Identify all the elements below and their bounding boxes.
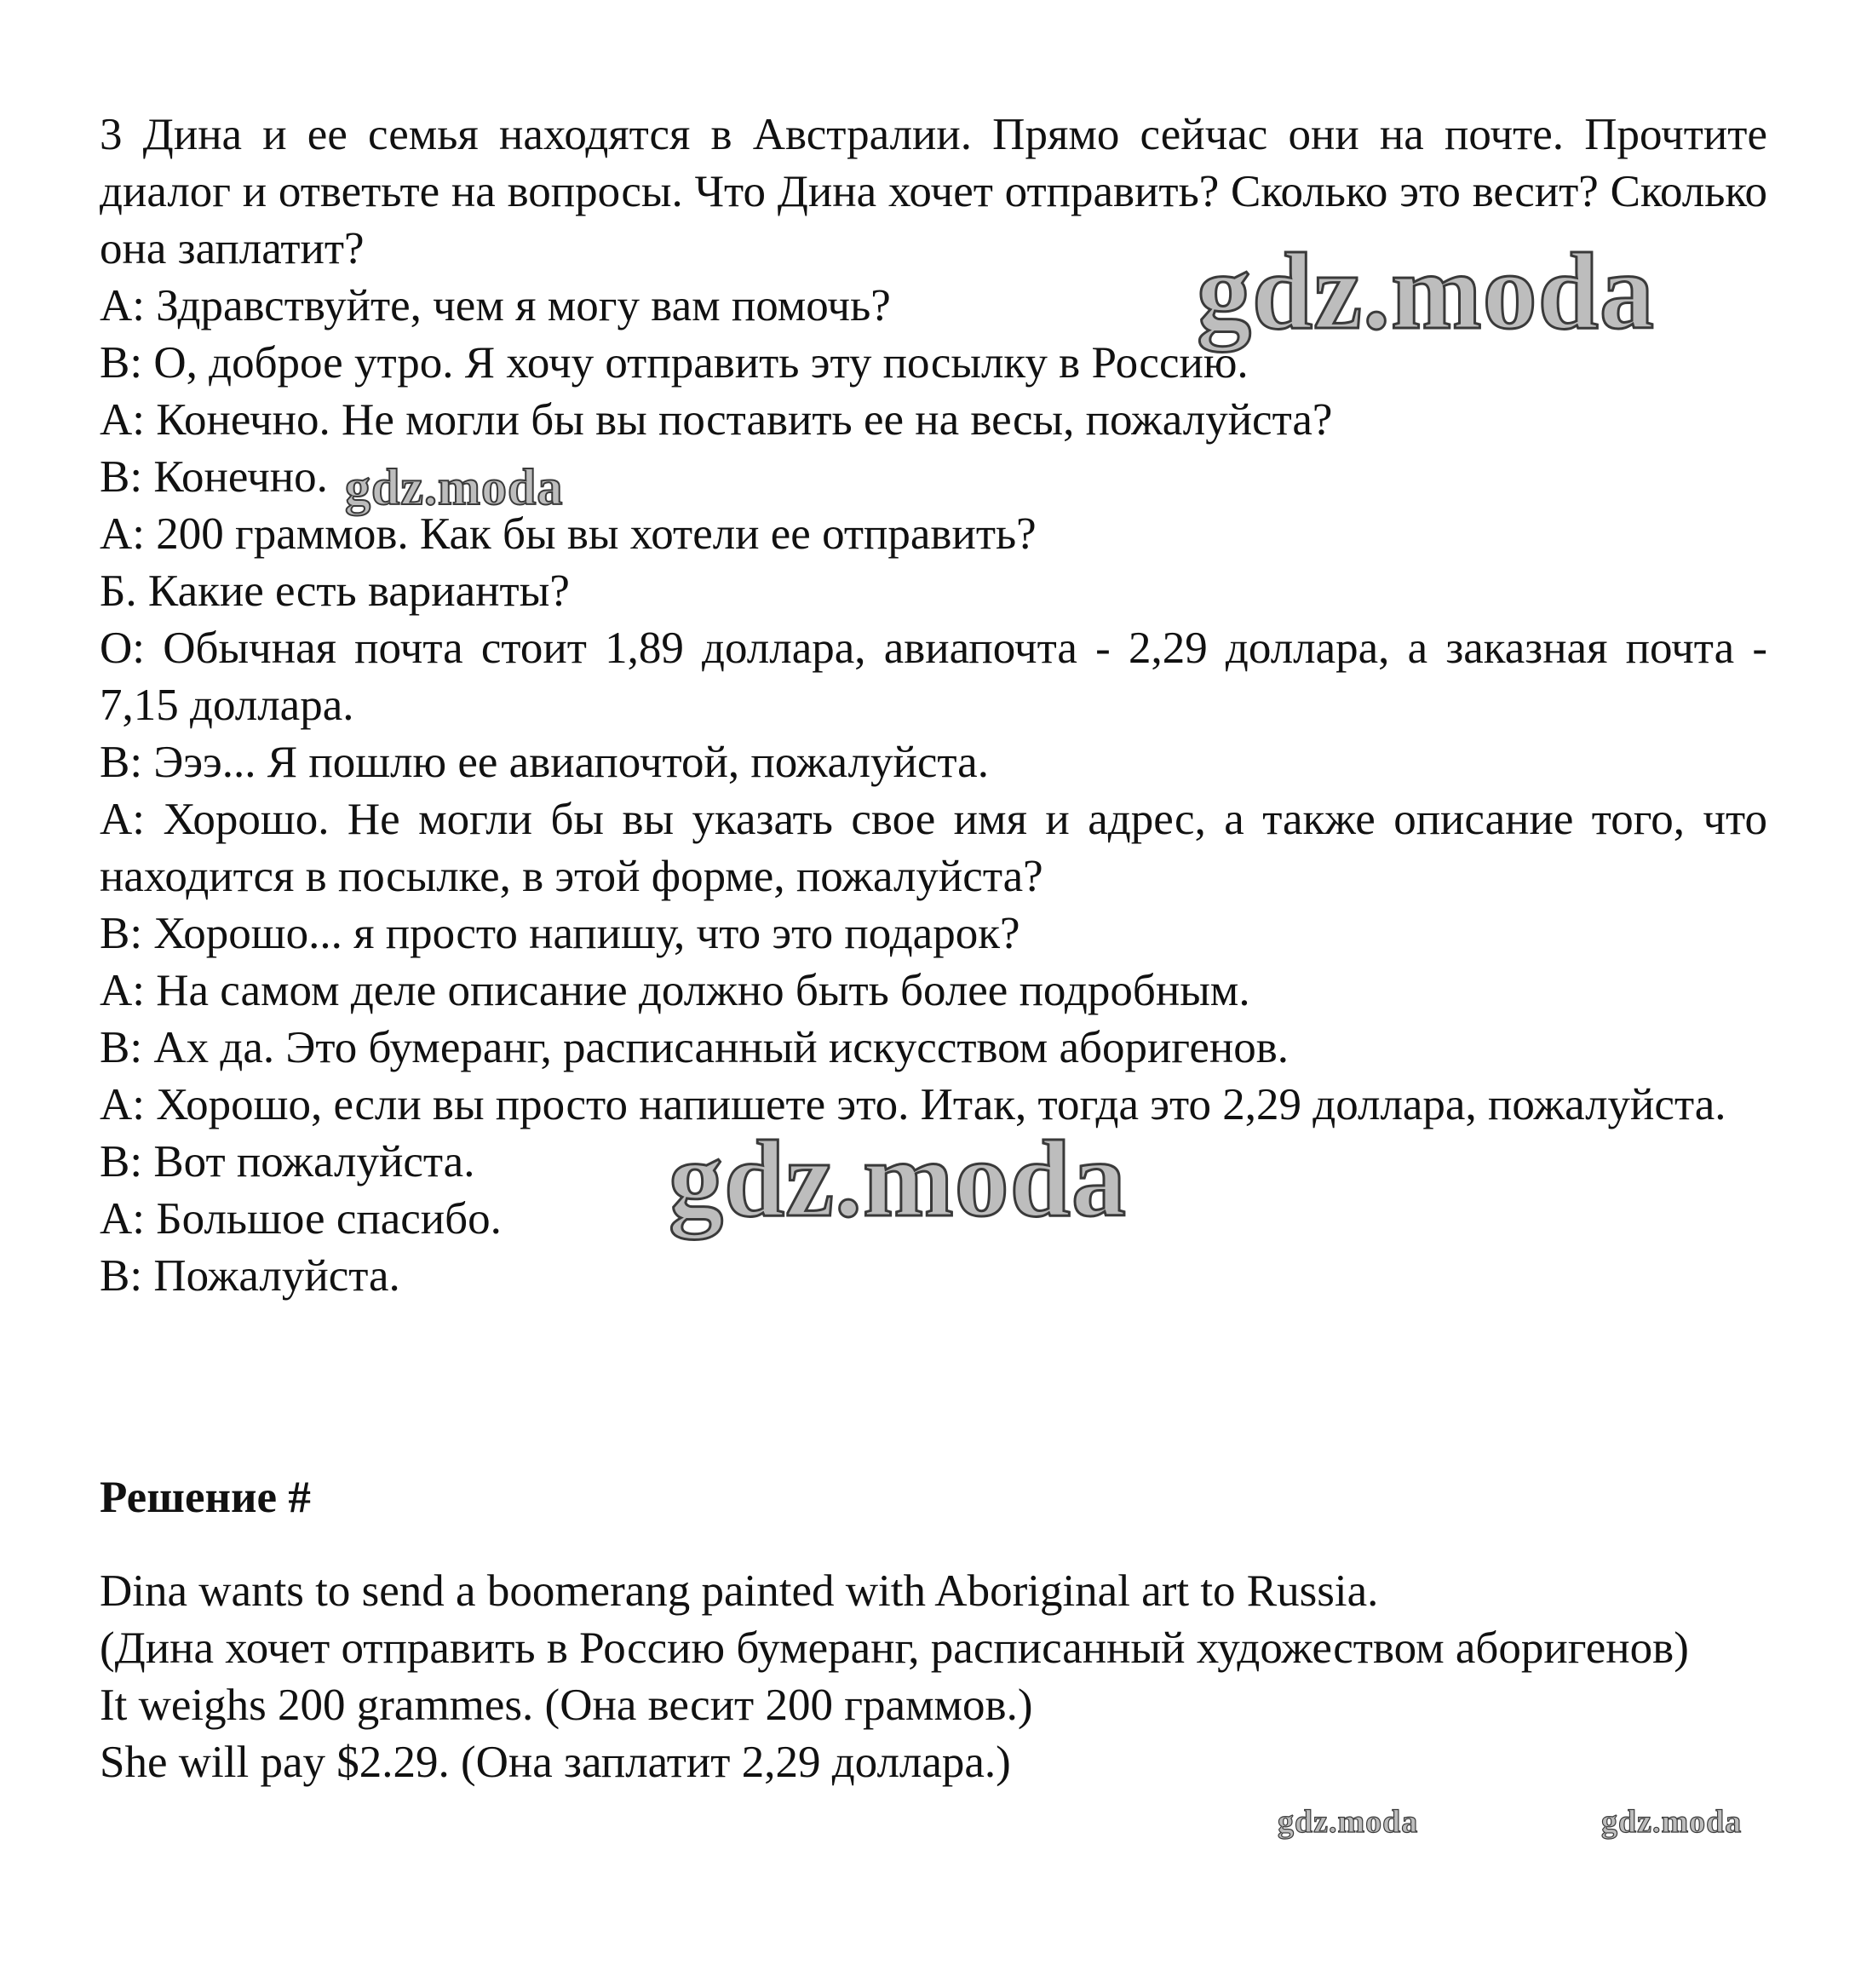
watermark-logo: gdz.moda [345,459,564,515]
dialogue-line: B: О, доброе утро. Я хочу отправить эту посылку в Россию. [100,338,1249,388]
dialogue-line: A: Здравствуйте, чем я могу вам помочь? [100,281,891,330]
dialogue-line: A: На самом деле описание должно быть более подробным. [100,966,1250,1015]
dialogue-line: B: Конечно. [100,452,328,502]
answer-line: Dina wants to send a boomerang painted with Aboriginal art to Russia. [100,1566,1379,1616]
answer-line: She will pay $2.29. (Она заплатит 2,29 доллара.) [100,1738,1011,1787]
watermark-logo: gdz.moda [669,1118,1127,1239]
answer-line: It weighs 200 grammes. (Она весит 200 граммов.) [100,1681,1033,1730]
dialogue-line: B: Вот пожалуйста. [100,1137,475,1186]
solution-block [100,1563,1767,1791]
dialogue-line: A: Хорошо, если вы просто напишете это. Итак, тогда это 2,29 доллара, пожалуйста. [100,1080,1726,1129]
dialogue-line: A: 200 граммов. Как бы вы хотели ее отправить? [100,509,1037,559]
dialogue-line: Б. Какие есть варианты? [100,566,570,616]
dialogue-line: B: Пожалуйста. [100,1251,400,1301]
watermark-logo: gdz.moda [1278,1804,1419,1840]
dialogue-line: B: Хорошо... я просто напишу, что это подарок? [100,909,1020,958]
watermark-logo: gdz.moda [1197,231,1655,352]
task-intro: 3 Дина и ее семья находятся в Австралии. Прямо сейчас они на почте. Прочтите диалог и ответьте на вопросы. Что Дина хочет отправить? Сколько это весит? Сколько она заплатит? [100,110,1767,273]
dialogue-line: B: Эээ... Я пошлю ее авиапочтой, пожалуйста. [100,738,989,787]
dialogue-line: B: Ах да. Это бумеранг, расписанный искусством аборигенов. [100,1023,1289,1072]
watermark-logo: gdz.moda [1601,1804,1743,1840]
dialogue-line: A: Хорошо. Не могли бы вы указать свое имя и адрес, а также описание того, что находится в посылке, в этой форме, пожалуйста? [100,795,1767,901]
answer-line: (Дина хочет отправить в Россию бумеранг, расписанный художеством аборигенов) [100,1623,1689,1673]
solution-title: Решение # [100,1473,311,1522]
dialogue-line: A: Конечно. Не могли бы вы поставить ее на весы, пожалуйста? [100,395,1333,445]
dialogue-line: О: Обычная почта стоит 1,89 доллара, авиапочта - 2,29 доллара, а заказная почта - 7,15 доллара. [100,623,1767,730]
dialogue-line: A: Большое спасибо. [100,1194,502,1244]
